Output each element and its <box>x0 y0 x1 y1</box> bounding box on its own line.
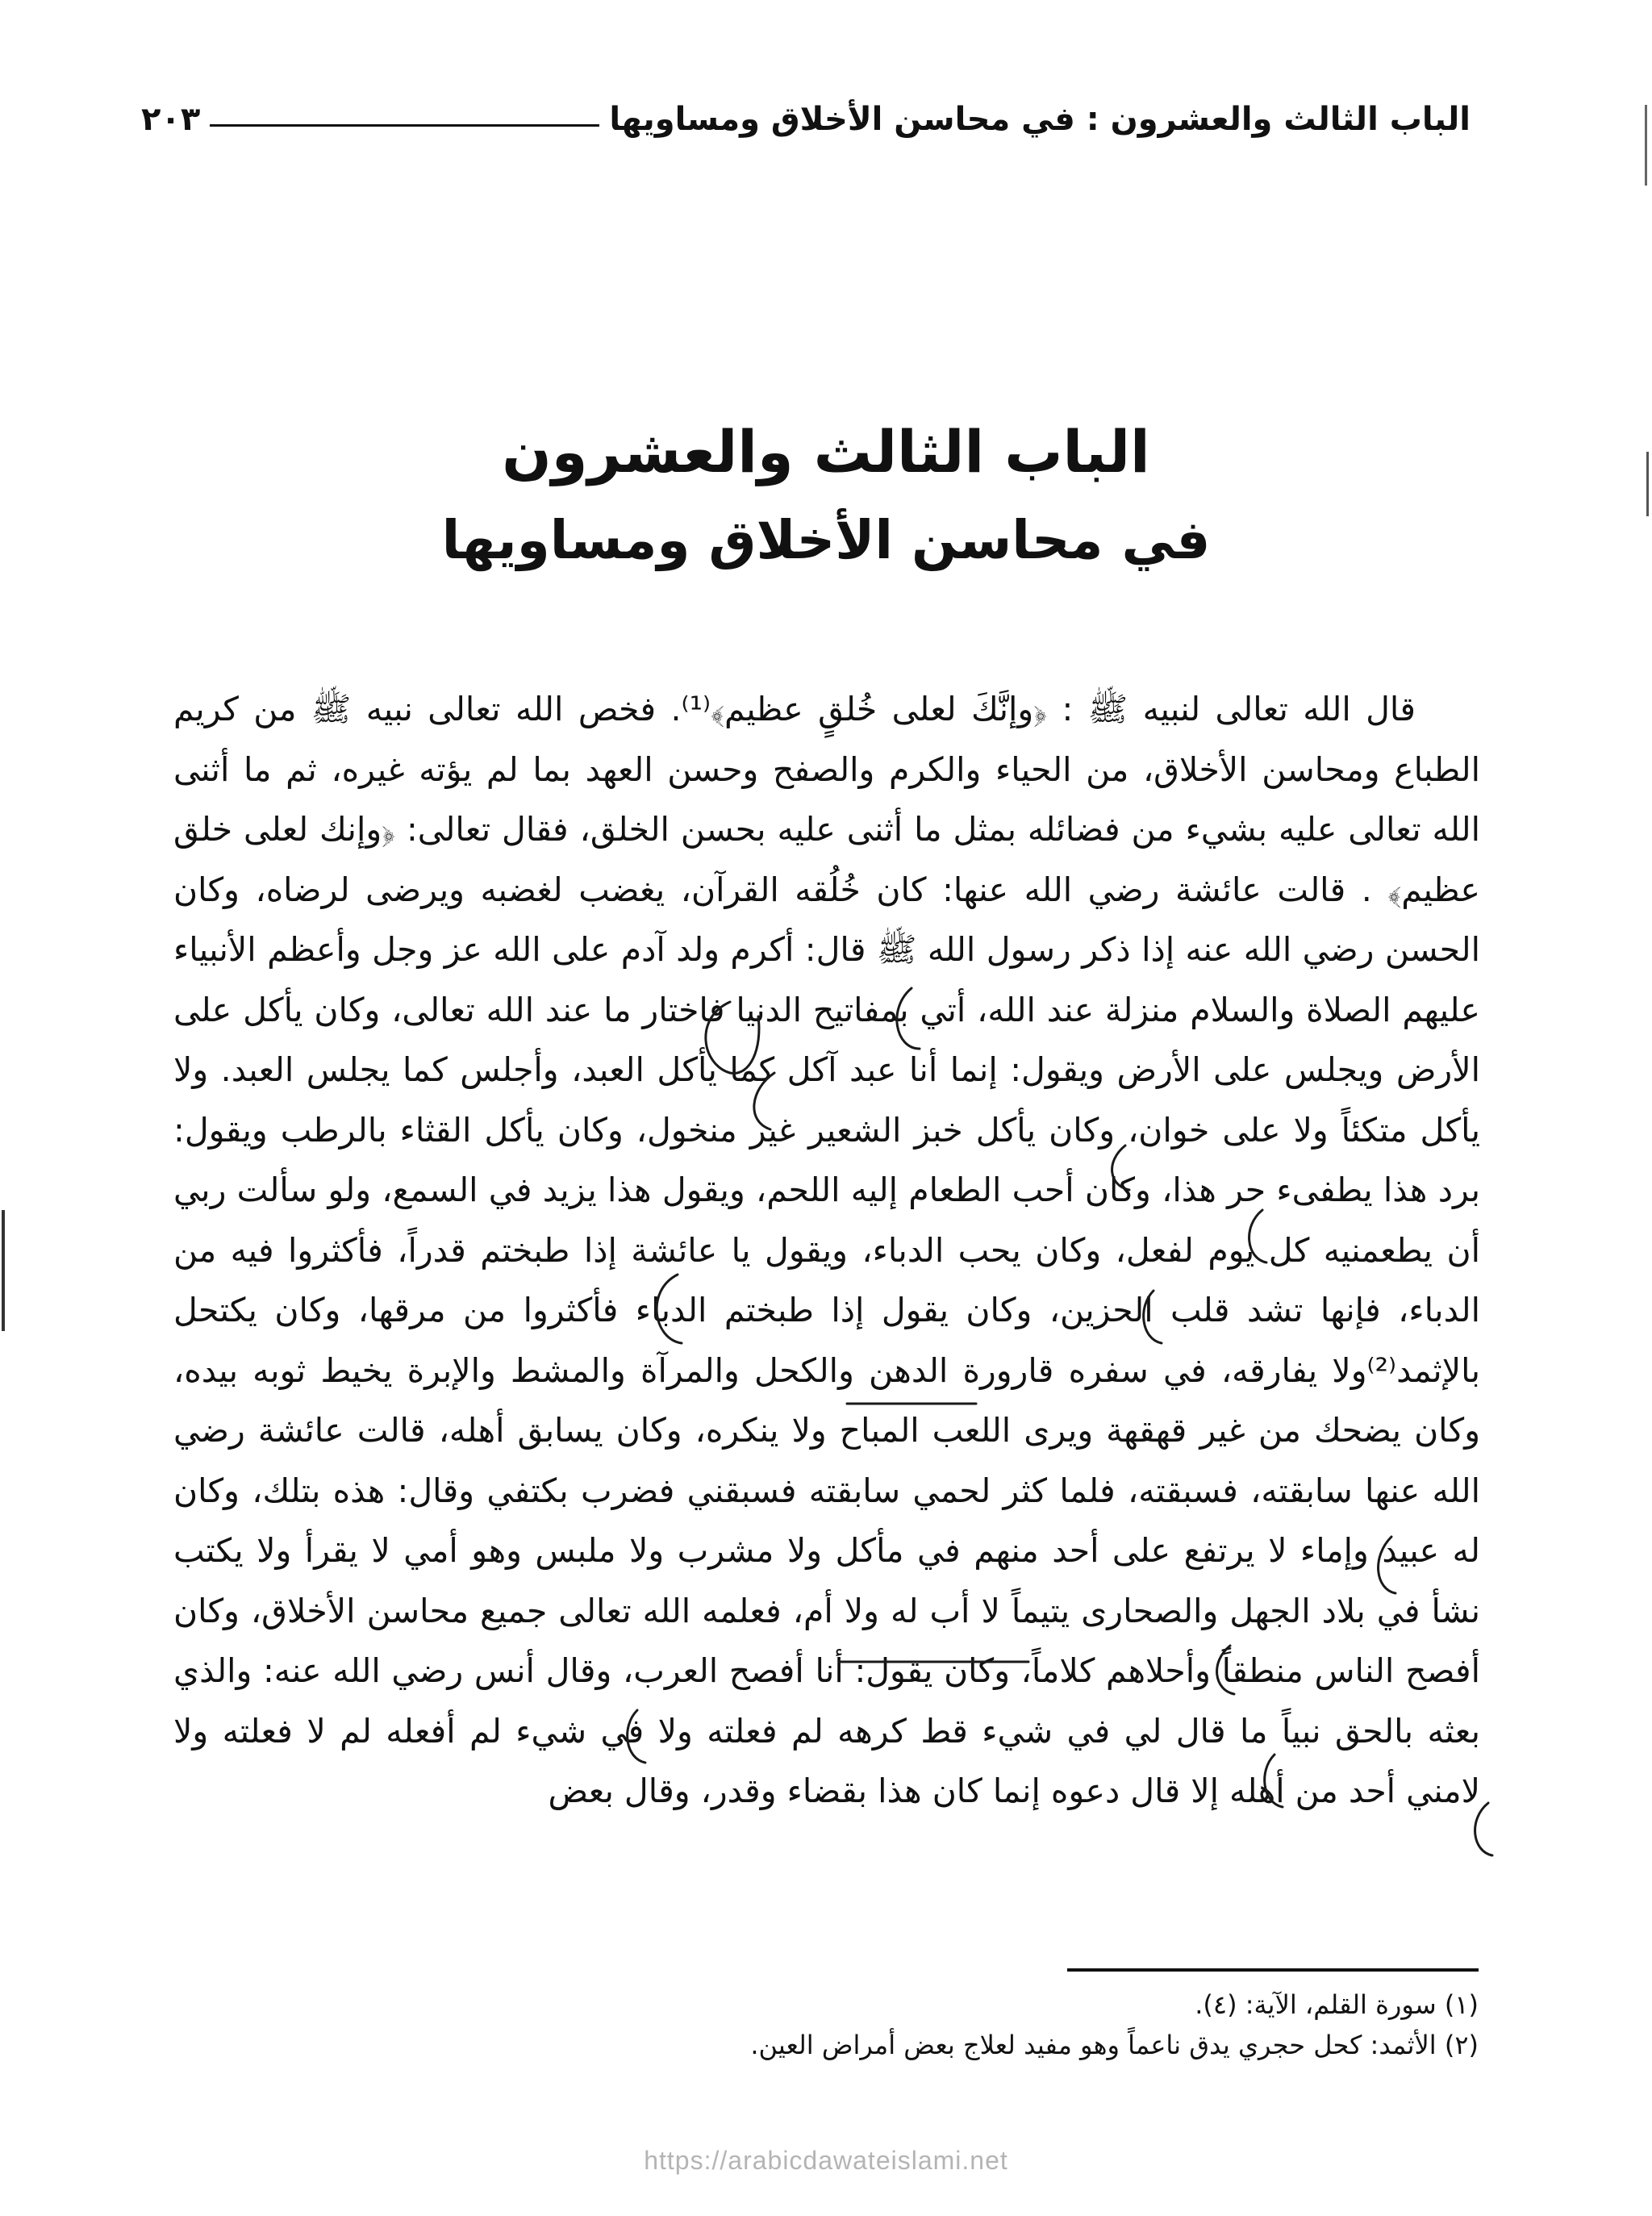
body-paragraph: قال الله تعالى لنبيه ﷺ : ﴿وإنَّكَ لعلى خُلقٍ عظيم﴾⁽¹⁾. فخص الله تعالى نبيه ﷺ من كريم الطباع ومحاسن الأخلاق، من الحياء والكرم والصفح وحسن العهد بما لم يؤته غيره، ثم ما أثنى الله تعالى عليه بشيء من فضائله بمثل ما أثنى عليه بحسن الخلق، فقال تعالى: ﴿وإنك لعلى خلق عظيم﴾ . قالت عائشة رضي الله عنها: كان خُلُقه القرآن، يغضب لغضبه ويرضى لرضاه، وكان الحسن رضي الله عنه إذا ذكر رسول الله ﷺ قال: أكرم ولد آدم على الله عز وجل وأعظم الأنبياء عليهم الصلاة والسلام منزلة عند الله، أتي بمفاتيح الدنيا فاختار ما عند الله تعالى، وكان يأكل على الأرض ويجلس على الأرض ويقول: إنما أنا عبد آكل كما يأكل العبد، وأجلس كما يجلس العبد. ولا يأكل متكئاً ولا على خوان، وكان يأكل خبز الشعير غير منخول، وكان يأكل القثاء بالرطب ويقول: برد هذا يطفىء حر هذا، وكان أحب الطعام إليه اللحم، ويقول هذا يزيد في السمع، ولو سألت ربي أن يطعمنيه كل يوم لفعل، وكان يحب الدباء، ويقول يا عائشة إذا طبختم قدراً، فأكثروا فيه من الدباء، فإنها تشد قلب الحزين، وكان يقول إذا طبختم الدباء فأكثروا من مرقها، وكان يكتحل بالإثمد⁽²⁾ولا يفارقه، في سفره قارورة الدهن والكحل والمرآة والمشط والإبرة يخيط ثوبه بيده، وكان يضحك من غير قهقهة ويرى اللعب المباح ولا ينكره، وكان يسابق أهله، قالت عائشة رضي الله عنها سابقته، فسبقته، فلما كثر لحمي سابقته فسبقني فضرب بكتفي وقال: هذه بتلك، وكان له عبيد وإماء لا يرتفع على أحد منهم في مأكل ولا مشرب ولا ملبس وهو أمي لا يقرأ ولا يكتب نشأ في بلاد الجهل والصحارى يتيماً لا أب له ولا أم، فعلمه الله تعالى جميع محاسن الأخلاق، وكان أفصح الناس منطقاً وأحلاهم كلاماً، وكان يقول: أنا أفصح العرب، وقال أنس رضي الله عنه: والذي بعثه بالحق نبياً ما قال لي في شيء قط كرهه لم فعلته ولا في شيء لم أفعله لم لا فعلته ولا لامني أحد من أهله إلا قال دعوه إنما كان هذا بقضاء وقدر، وقال بعض <box>173 690 1480 1810</box>
scan-edge-mark <box>2 1210 5 1331</box>
running-header <box>141 95 1471 144</box>
scan-edge-mark <box>1645 105 1647 186</box>
chapter-title: الباب الثالث والعشرون <box>502 418 1150 486</box>
running-title: الباب الثالث والعشرون : في محاسن الأخلاق ومساويها <box>609 101 1471 138</box>
body-text <box>173 679 1480 1822</box>
chapter-subtitle: في محاسن الأخلاق ومساويها <box>441 509 1211 571</box>
watermark-url: https://arabicdawateislami.net <box>644 2146 1008 2175</box>
footnote-separator <box>1067 1968 1479 1972</box>
footnotes <box>172 1984 1479 2065</box>
page-number: ٢٠٣ <box>141 101 201 138</box>
chapter-heading <box>0 407 1652 585</box>
header-rule <box>210 124 599 127</box>
footnote-2: (٢) الأثمد: كحل حجري يدق ناعماً وهو مفيد لعلاج بعض أمراض العين. <box>750 2030 1479 2060</box>
footnote-1: (١) سورة القلم، الآية: (٤). <box>1195 1989 1479 2020</box>
